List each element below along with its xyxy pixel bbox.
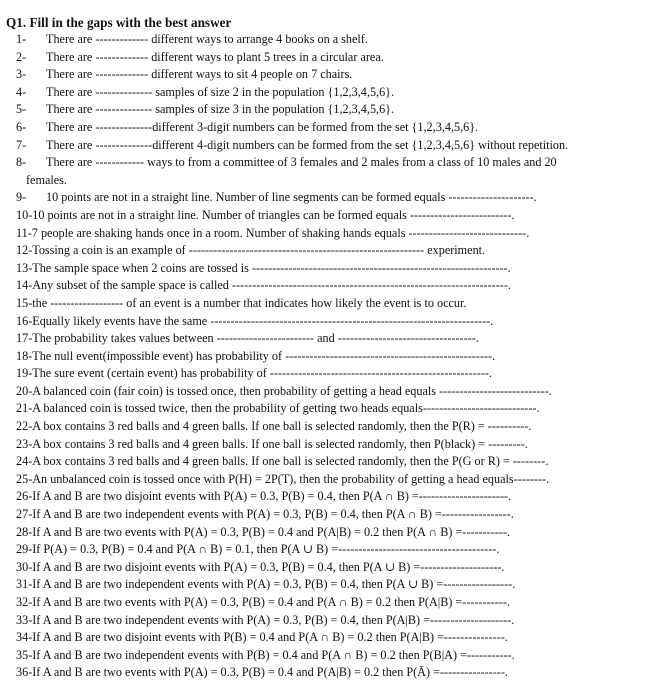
- question-number: 22-: [16, 419, 33, 434]
- question-item: [6, 471, 670, 489]
- question-text: The null event(impossible event) has probability of ---------------------------------------------------.: [32, 348, 496, 363]
- question-number: 6-: [16, 119, 27, 134]
- question-number: 18-: [16, 348, 33, 363]
- question-item: [6, 348, 670, 366]
- question-item: [6, 225, 670, 243]
- question-number: 16-: [16, 313, 33, 328]
- question-text: If A and B are two events with P(A) = 0.3, P(B) = 0.4 and P(A|B) = 0.2 then P(A ∩ B) =-----------.: [32, 524, 510, 539]
- question-number: 8-: [16, 155, 27, 170]
- question-item: [6, 506, 670, 524]
- question-text: Any subset of the sample space is called --------------------------------------------------------------------.: [32, 278, 511, 293]
- question-text: The sample space when 2 coins are tossed is ---------------------------------------------------------------.: [32, 260, 511, 275]
- question-item: [6, 260, 670, 278]
- question-text: Equally likely events have the same ---------------------------------------------------------------------.: [32, 313, 494, 328]
- question-number: 31-: [16, 577, 33, 592]
- question-number: 13-: [16, 260, 33, 275]
- question-number: 28-: [16, 524, 33, 539]
- question-text: If A and B are two independent events with P(B) = 0.4 and P(A ∩ B) = 0.2 then P(B|A) =-----------.: [32, 647, 515, 662]
- question-text: A balanced coin (fair coin) is tossed once, then probability of getting a head equals ---------------------------.: [32, 383, 552, 398]
- question-text: females.: [26, 172, 67, 187]
- question-item: [6, 49, 670, 67]
- question-item: [6, 295, 670, 313]
- question-number: 3-: [16, 67, 27, 82]
- question-text: If A and B are two independent events with P(A) = 0.3, P(B) = 0.4, then P(A ∩ B) =-----------------.: [32, 507, 514, 522]
- question-number: 4-: [16, 84, 27, 99]
- question-item: [6, 453, 670, 471]
- question-item: [6, 418, 670, 436]
- question-item: [6, 400, 670, 418]
- question-text: 10 points are not in a straight line. Number of triangles can be formed equals -------------------------.: [32, 207, 515, 222]
- question-item: [6, 242, 670, 260]
- question-number: 19-: [16, 366, 33, 381]
- question-text: There are ------------ ways to from a committee of 3 females and 2 males from a class of 10 males and 20: [46, 155, 557, 170]
- question-text: A box contains 3 red balls and 4 green balls. If one ball is selected randomly, then the P(G or R) = --------.: [32, 454, 549, 469]
- question-item: [6, 383, 670, 401]
- question-text: There are ------------- different ways to plant 5 trees in a circular area.: [46, 49, 384, 64]
- question-number: 10-: [16, 207, 33, 222]
- question-item: [6, 365, 670, 383]
- question-item: [6, 119, 670, 137]
- question-number: 15-: [16, 295, 33, 310]
- question-number: 7-: [16, 137, 27, 152]
- question-number: 1-: [16, 32, 27, 46]
- question-number: 9-: [16, 190, 27, 205]
- question-text: If A and B are two independent events with P(A) = 0.3, P(B) = 0.4, then P(A|B) =--------------------.: [32, 612, 515, 627]
- question-number: 17-: [16, 331, 33, 346]
- question-text: There are ------------- different ways to sit 4 people on 7 chairs.: [46, 67, 353, 82]
- question-text: If A and B are two disjoint events with P(B) = 0.4 and P(A ∩ B) = 0.2 then P(A|B) =---------------.: [32, 630, 508, 645]
- question-number: 2-: [16, 49, 27, 64]
- question-item: [6, 154, 670, 172]
- question-text: There are -------------- samples of size 3 in the population {1,2,3,4,5,6}.: [46, 102, 395, 117]
- question-text: There are ------------- different ways to arrange 4 books on a shelf.: [46, 32, 368, 46]
- question-item: [6, 629, 670, 647]
- question-item: [6, 189, 670, 207]
- question-item: [6, 524, 670, 542]
- question-item: [6, 313, 670, 331]
- question-number: 36-: [16, 665, 33, 680]
- question-item: [6, 488, 670, 506]
- question-item: [6, 330, 670, 348]
- question-number: 11-: [16, 225, 32, 240]
- question-item: [6, 541, 670, 559]
- question-text: If A and B are two events with P(A) = 0.3, P(B) = 0.4 and P(A ∩ B) = 0.2 then P(A|B) =-----------.: [32, 595, 510, 609]
- question-number: 26-: [16, 489, 33, 504]
- question-text: If A and B are two disjoint events with P(A) = 0.3, P(B) = 0.4, then P(A ∪ B) =--------------------.: [32, 559, 505, 574]
- question-number: 23-: [16, 436, 33, 451]
- question-number: 33-: [16, 612, 33, 627]
- question-text: There are --------------different 4-digit numbers can be formed from the set {1,2,3,4,5,6} without repetition.: [46, 137, 569, 152]
- question-item: [6, 436, 670, 454]
- question-number: 27-: [16, 507, 33, 522]
- question-item: [6, 31, 670, 49]
- question-text: Tossing a coin is an example of ---------------------------------------------------------- experiment.: [32, 243, 486, 258]
- question-text: If P(A) = 0.3, P(B) = 0.4 and P(A ∩ B) = 0.1, then P(A ∪ B) =---------------------------------------.: [32, 542, 500, 557]
- question-text: 10 points are not in a straight line. Number of line segments can be formed equals ---------------------.: [46, 190, 537, 205]
- question-text: A box contains 3 red balls and 4 green balls. If one ball is selected randomly, then the P(R) = ----------.: [32, 419, 532, 434]
- question-item: [6, 66, 670, 84]
- question-text: If A and B are two disjoint events with P(A) = 0.3, P(B) = 0.4, then P(A ∩ B) =----------------------.: [32, 489, 512, 504]
- question-number: 20-: [16, 383, 33, 398]
- question-item: [6, 277, 670, 295]
- question-item: [6, 647, 670, 665]
- question-number: 14-: [16, 278, 33, 293]
- question-item: [6, 207, 670, 225]
- question-number: 12-: [16, 243, 33, 258]
- question-text: An unbalanced coin is tossed once with P(H) = 2P(T), then the probability of getting a head equals--------.: [32, 471, 550, 486]
- question-text: There are -------------- samples of size 2 in the population {1,2,3,4,5,6}.: [46, 84, 395, 99]
- question-item: [6, 559, 670, 577]
- question-text: The probability takes values between ------------------------ and ----------------------------------.: [32, 331, 479, 346]
- question-item: [6, 612, 670, 630]
- question-number: 5-: [16, 102, 27, 117]
- question-item: [6, 101, 670, 119]
- question-item: [6, 172, 670, 190]
- question-number: 30-: [16, 559, 33, 574]
- question-text: There are --------------different 3-digit numbers can be formed from the set {1,2,3,4,5,6}.: [46, 119, 479, 134]
- question-text: 7 people are shaking hands once in a room. Number of shaking hands equals -----------------------------.: [31, 225, 530, 240]
- question-item: [6, 576, 670, 594]
- question-item: [6, 594, 670, 612]
- question-number: 25-: [16, 471, 33, 486]
- question-item: [6, 137, 670, 155]
- question-item: [6, 664, 670, 682]
- question-text: If A and B are two events with P(A) = 0.3, P(B) = 0.4 and P(A|B) = 0.2 then P(Ā) =----------------.: [32, 665, 508, 680]
- question-text: The sure event (certain event) has probability of ------------------------------------------------------.: [32, 366, 493, 381]
- question-text: the ------------------ of an event is a number that indicates how likely the event is to occur.: [32, 295, 467, 310]
- question-number: 29-: [16, 542, 33, 557]
- question-text: If A and B are two independent events with P(A) = 0.3, P(B) = 0.4, then P(A ∪ B) =-----------------.: [32, 577, 516, 592]
- question-title: Q1. Fill in the gaps with the best answer: [6, 15, 232, 30]
- question-list: [6, 31, 670, 682]
- question-number: 35-: [16, 647, 33, 662]
- question-text: A box contains 3 red balls and 4 green balls. If one ball is selected randomly, then P(black) = ---------.: [32, 436, 528, 451]
- question-number: 32-: [16, 595, 33, 609]
- question-number: 24-: [16, 454, 33, 469]
- question-number: 34-: [16, 630, 33, 645]
- question-text: A balanced coin is tossed twice, then the probability of getting two heads equals----------------------------.: [32, 401, 540, 416]
- question-item: [6, 84, 670, 102]
- question-number: 21-: [16, 401, 33, 416]
